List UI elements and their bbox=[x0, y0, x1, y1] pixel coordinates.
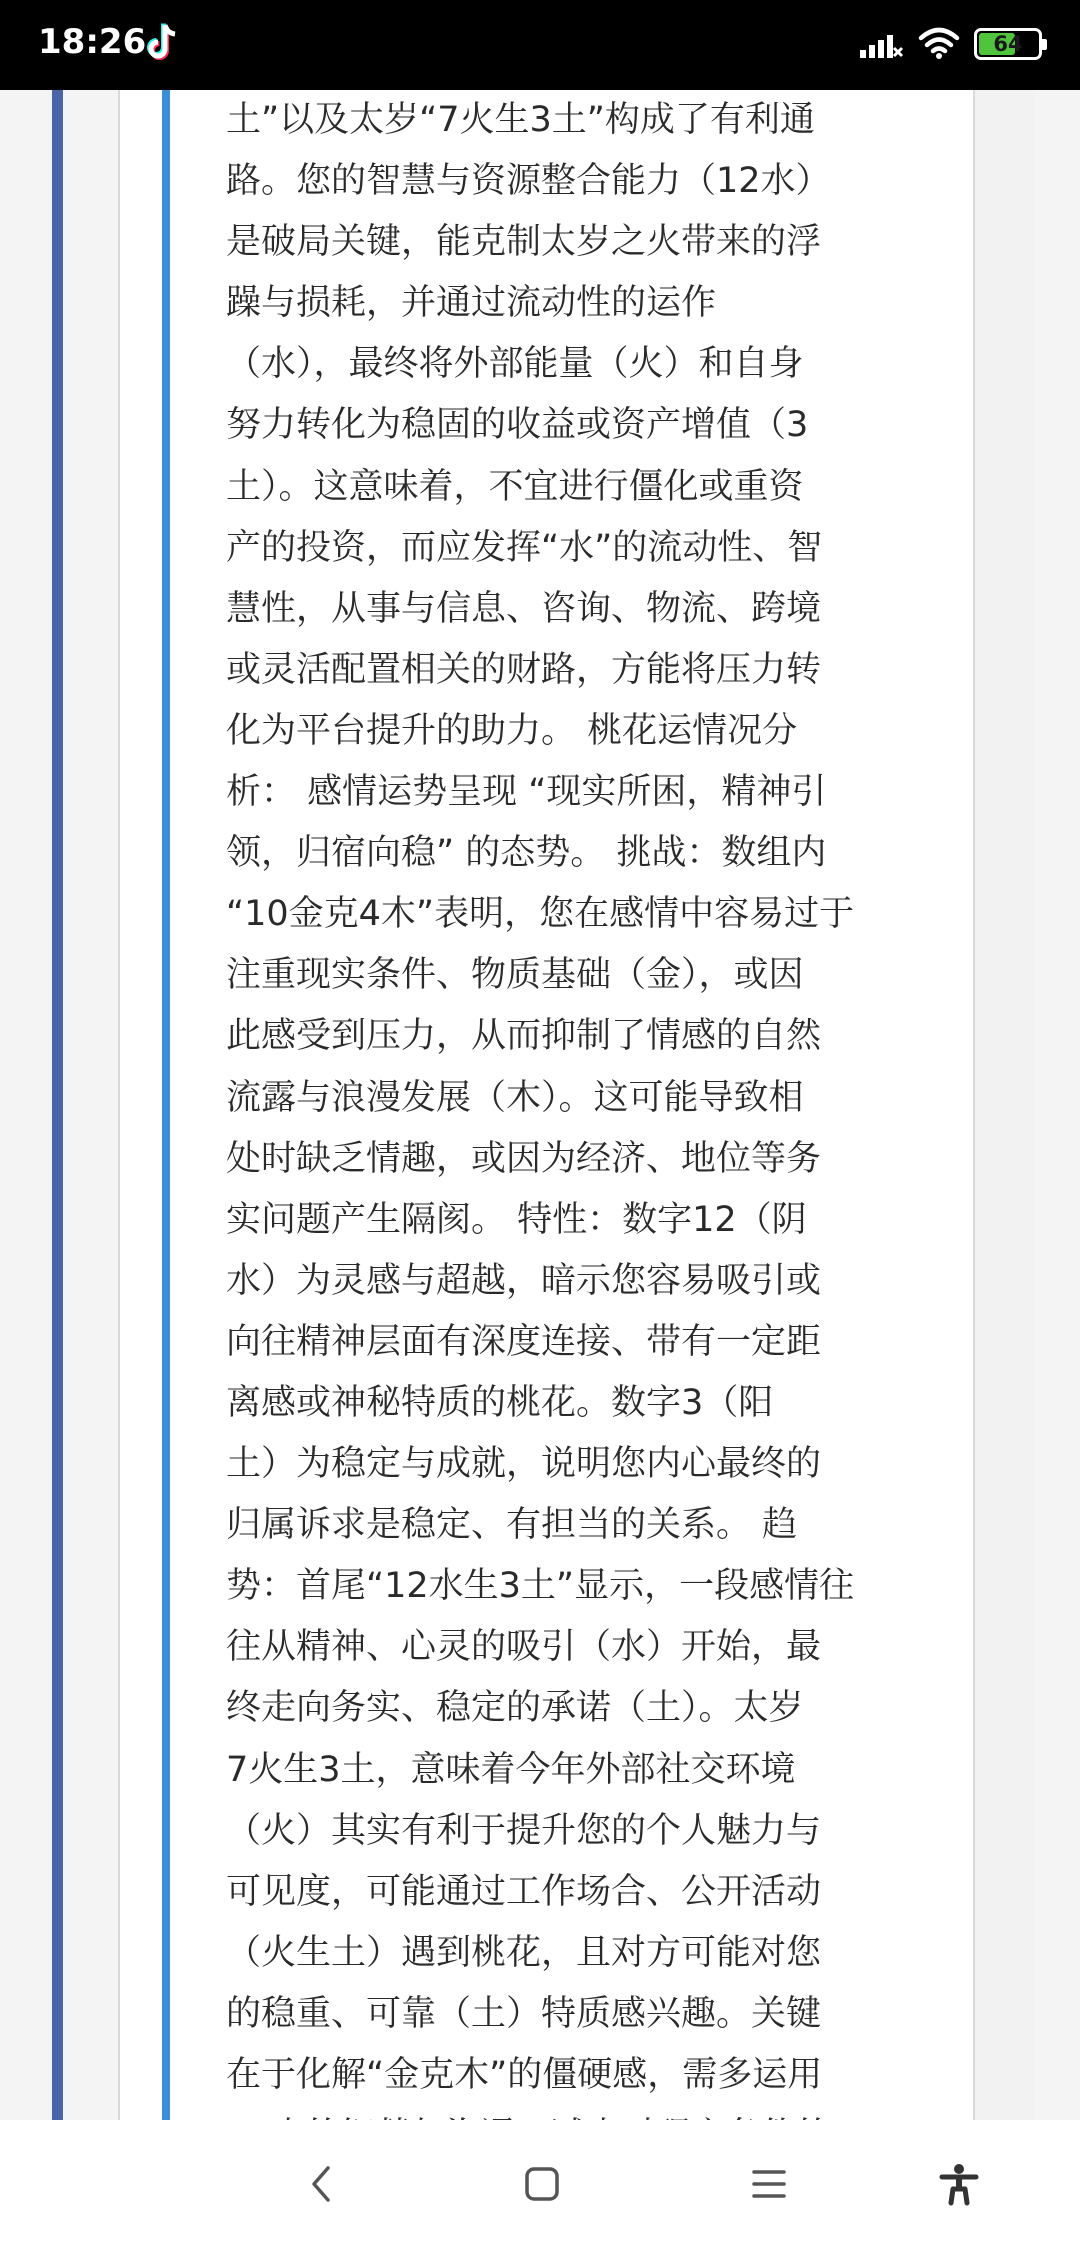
article-line: 注重现实条件、物质基础（金），或因 bbox=[226, 955, 804, 996]
article-line: 在于化解“金克木”的僵硬感，需多运用 bbox=[226, 2055, 823, 2095]
article-line: 析： 感情运势呈现 “现实所困，精神引 bbox=[226, 772, 827, 813]
article-line: 躁与损耗，并通过流动性的运作 bbox=[226, 283, 717, 324]
article-line: 实问题产生隔阂。 特性：数字12（阴 bbox=[226, 1199, 807, 1240]
article-line: 水）为灵感与超越，暗示您容易吸引或 bbox=[226, 1260, 822, 1301]
article-line: 领，归宿向稳” 的态势。 挑战：数组内 bbox=[226, 833, 827, 874]
article-line: 化为平台提升的助力。 桃花运情况分 bbox=[226, 710, 798, 751]
article-line: 可见度，可能通过工作场合、公开活动 bbox=[226, 1871, 822, 1912]
article-line: 往从精神、心灵的吸引（水）开始，最 bbox=[226, 1627, 822, 1668]
article-line: 归属诉求是稳定、有担当的关系。 趋 bbox=[226, 1505, 798, 1546]
accessibility-button[interactable] bbox=[899, 2120, 1019, 2248]
inner-quote-bar bbox=[162, 90, 170, 2120]
article-line: 是破局关键，能克制太岁之火带来的浮 bbox=[226, 222, 822, 263]
back-button[interactable] bbox=[262, 2120, 382, 2248]
article-line: 7火生3土，意味着今年外部社交环境 bbox=[226, 1749, 796, 1790]
recents-icon bbox=[749, 2164, 789, 2204]
article-line: （水），最终将外部能量（火）和自身 bbox=[226, 344, 804, 385]
article-line: 此感受到压力，从而抑制了情感的自然 bbox=[226, 1016, 822, 1057]
accessibility-icon bbox=[937, 2162, 981, 2206]
app-screen bbox=[0, 90, 1080, 2248]
battery-tip bbox=[1042, 39, 1047, 50]
article-line: 终走向务实、稳定的承诺（土）。太岁 bbox=[226, 1688, 804, 1729]
article-line: 慧性，从事与信息、咨询、物流、跨境 bbox=[226, 588, 822, 629]
signal-icon bbox=[860, 30, 904, 60]
outer-quote-bar bbox=[52, 90, 63, 2120]
article-line: “10金克4木”表明，您在感情中容易过于 bbox=[226, 894, 855, 935]
content-area[interactable] bbox=[0, 90, 1080, 2120]
article-line: 流露与浪漫发展（木）。这可能导致相 bbox=[226, 1077, 804, 1118]
article-line: 的稳重、可靠（土）特质感兴趣。关键 bbox=[226, 1993, 822, 2034]
back-icon bbox=[302, 2162, 342, 2206]
article-line: 土”以及太岁“7火生3土”构成了有利通 bbox=[226, 100, 815, 140]
article-line: 处时缺乏情趣，或因为经济、地位等务 bbox=[226, 1138, 822, 1179]
article-line: 土）为稳定与成就，说明您内心最终的 bbox=[226, 1444, 822, 1485]
tiktok-icon bbox=[146, 22, 180, 62]
article-line: 或灵活配置相关的财路，方能将压力转 bbox=[226, 649, 822, 690]
wifi-icon bbox=[918, 26, 960, 60]
navigation-bar bbox=[0, 2120, 1080, 2248]
article-line: 土）。这意味着，不宜进行僵化或重资 bbox=[226, 466, 804, 507]
article-line: 路。您的智慧与资源整合能力（12水） bbox=[226, 161, 831, 202]
article-line: 努力转化为稳固的收益或资产增值（3 bbox=[226, 405, 809, 446]
article-line: （火生土）遇到桃花，且对方可能对您 bbox=[226, 1932, 822, 1973]
home-button[interactable] bbox=[482, 2120, 602, 2248]
home-icon bbox=[522, 2164, 562, 2204]
article-line: 向往精神层面有深度连接、带有一定距 bbox=[226, 1321, 822, 1362]
battery-icon bbox=[974, 28, 1042, 60]
article-text bbox=[226, 90, 906, 2167]
article-line: 势：首尾“12水生3土”显示，一段感情往 bbox=[226, 1566, 855, 1607]
article-line: 产的投资，而应发挥“水”的流动性、智 bbox=[226, 527, 823, 568]
right-gutter bbox=[975, 90, 1035, 2120]
battery-level: 64 bbox=[993, 32, 1023, 56]
status-time: 18:26 bbox=[38, 22, 147, 62]
article-line: 离感或神秘特质的桃花。数字3（阳 bbox=[226, 1382, 774, 1423]
status-bar bbox=[0, 0, 1080, 90]
article-line: （火）其实有利于提升您的个人魅力与 bbox=[226, 1810, 822, 1851]
recents-button[interactable] bbox=[709, 2120, 829, 2248]
